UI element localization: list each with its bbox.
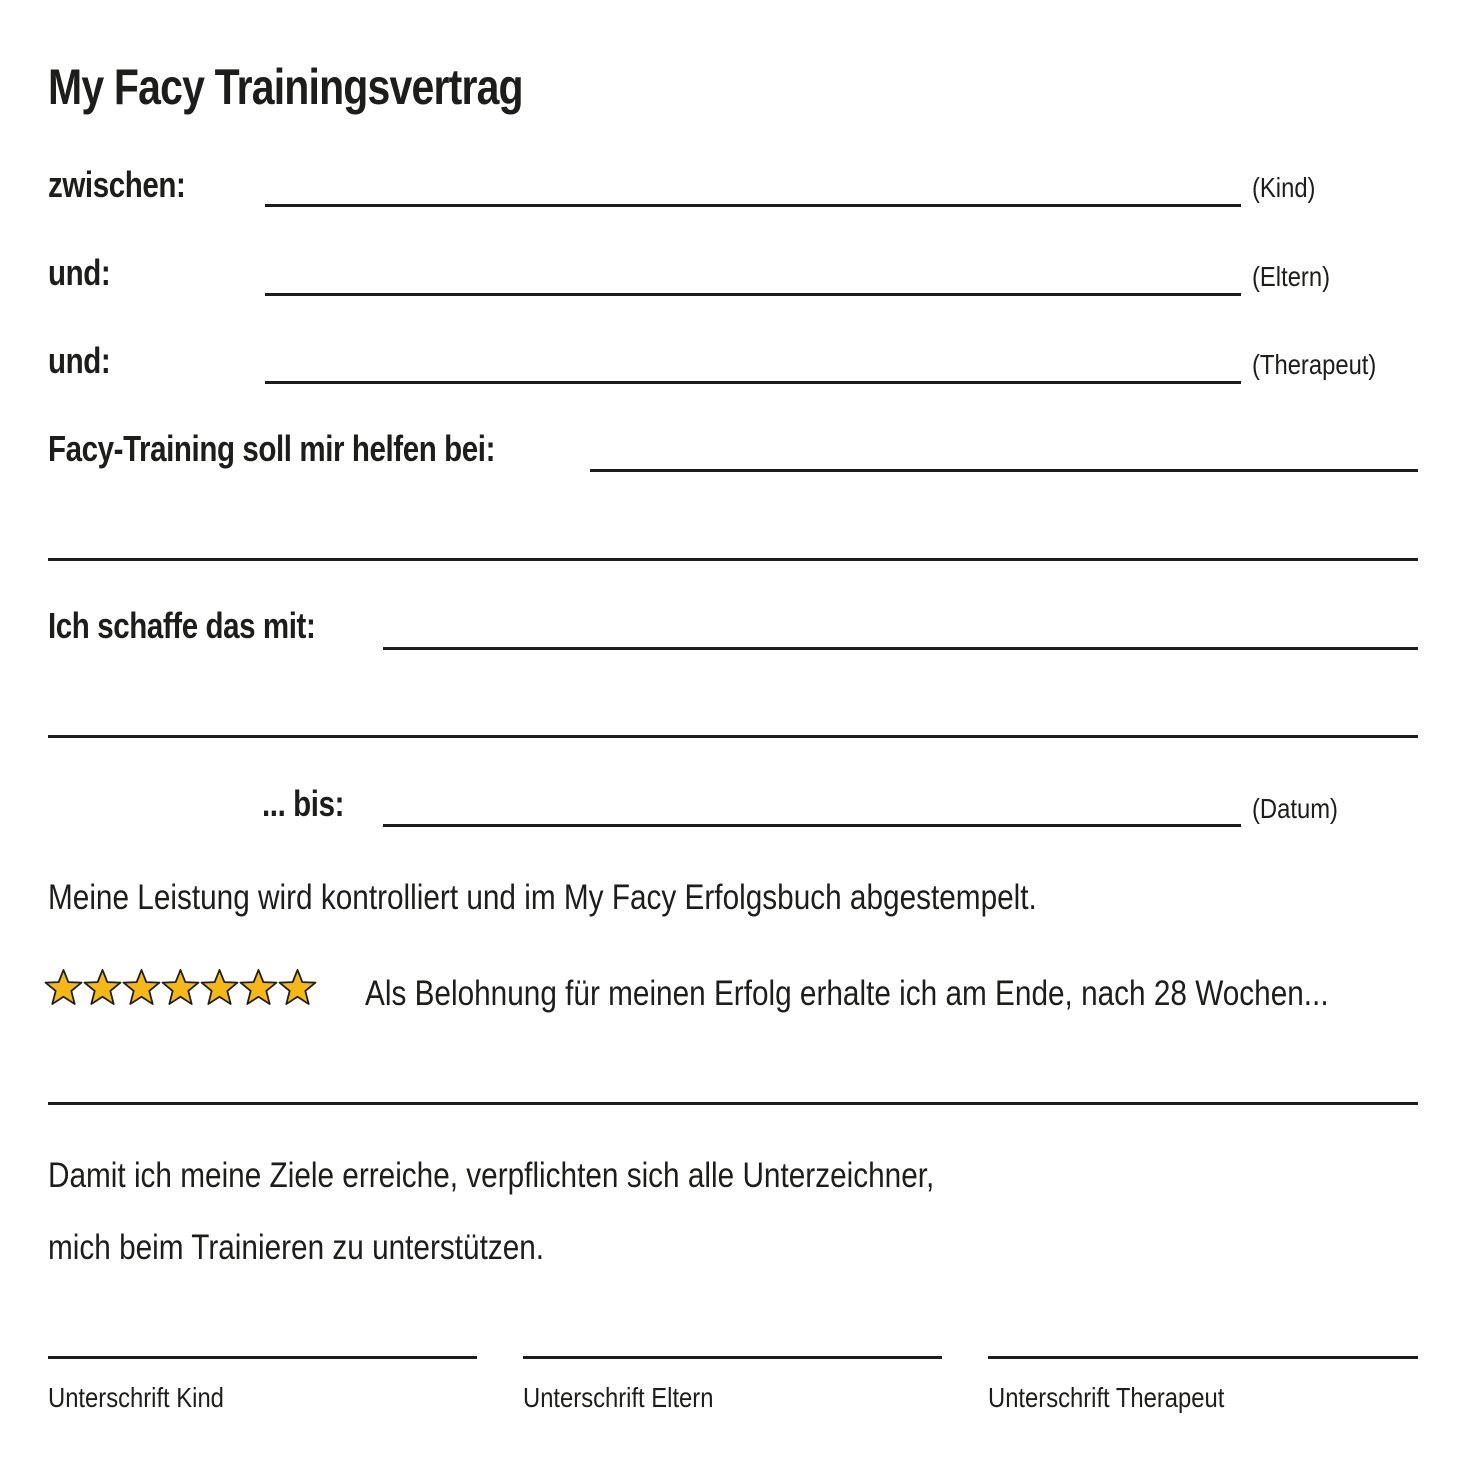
signature-label-parents: Unterschrift Eltern	[523, 1382, 714, 1413]
means-field-line-2[interactable]	[48, 735, 1418, 738]
party-note-parents: (Eltern)	[1252, 261, 1331, 292]
signature-label-therapist: Unterschrift Therapeut	[988, 1382, 1225, 1413]
signature-line-child[interactable]	[48, 1356, 477, 1359]
party-label-child: zwischen:	[48, 164, 186, 205]
star-icon	[278, 968, 317, 1006]
goal-field-line-2[interactable]	[48, 558, 1418, 561]
goal-label: Facy-Training soll mir helfen bei:	[48, 428, 496, 469]
commitment-line-1: Damit ich meine Ziele erreiche, verpflichten sich alle Unterzeichner,	[48, 1156, 935, 1195]
reward-statement: Als Belohnung für meinen Erfolg erhalte ich am Ende, nach 28 Wochen...	[365, 974, 1329, 1013]
signature-line-parents[interactable]	[523, 1356, 942, 1359]
therapist-name-field[interactable]	[265, 381, 1241, 384]
star-icon	[83, 968, 122, 1006]
signature-label-child: Unterschrift Kind	[48, 1382, 224, 1413]
means-label: Ich schaffe das mit:	[48, 605, 316, 646]
parents-name-field[interactable]	[265, 293, 1241, 296]
control-statement: Meine Leistung wird kontrolliert und im My Facy Erfolgsbuch abgestempelt.	[48, 878, 1037, 917]
reward-stars	[44, 968, 317, 1006]
star-icon	[200, 968, 239, 1006]
party-note-child: (Kind)	[1252, 172, 1316, 203]
star-icon	[122, 968, 161, 1006]
commitment-line-2: mich beim Trainieren zu unterstützen.	[48, 1228, 545, 1267]
star-icon	[161, 968, 200, 1006]
star-icon	[239, 968, 278, 1006]
goal-field-line-1[interactable]	[590, 469, 1418, 472]
child-name-field[interactable]	[265, 204, 1241, 207]
date-field[interactable]	[383, 824, 1241, 827]
reward-field[interactable]	[48, 1102, 1418, 1105]
star-icon	[44, 968, 83, 1006]
signature-line-therapist[interactable]	[988, 1356, 1418, 1359]
date-note: (Datum)	[1252, 793, 1338, 824]
until-label: ... bis:	[262, 783, 345, 824]
party-label-parents: und:	[48, 252, 111, 293]
party-label-therapist: und:	[48, 340, 111, 381]
means-field-line-1[interactable]	[383, 647, 1418, 650]
party-note-therapist: (Therapeut)	[1252, 349, 1377, 380]
page-title: My Facy Trainingsvertrag	[48, 59, 523, 115]
